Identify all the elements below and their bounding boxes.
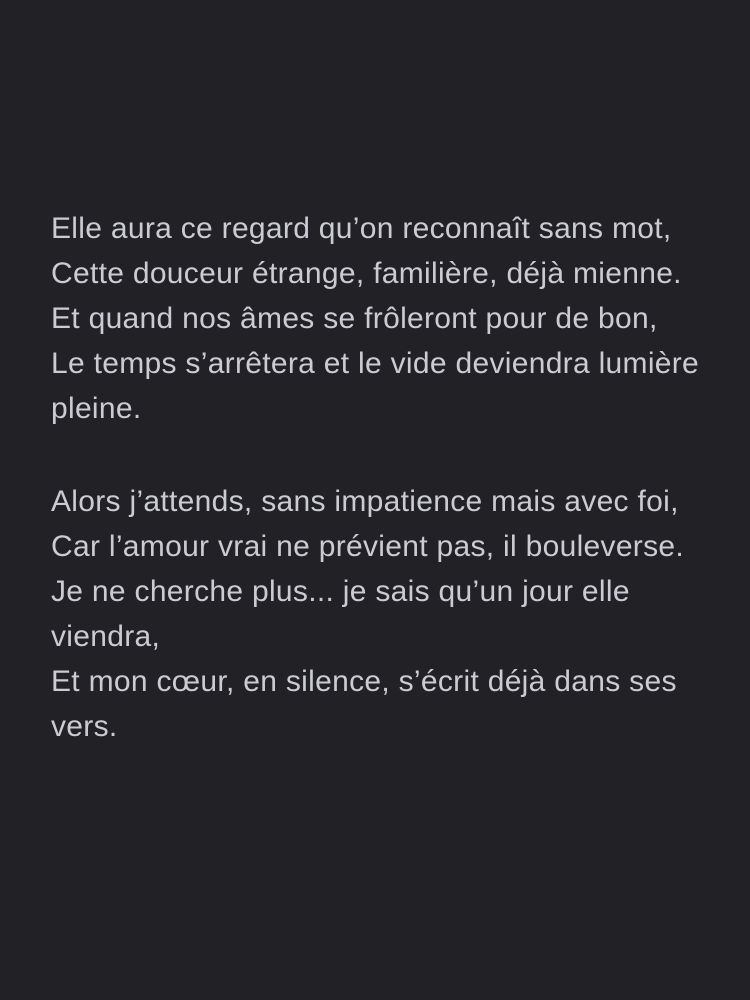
poem-line: viendra, [51,620,161,653]
poem-line: Et quand nos âmes se frôleront pour de bon, [51,302,658,335]
poem-line: Cette douceur étrange, familière, déjà mienne. [51,257,682,290]
poem-line: Elle aura ce regard qu’on reconnaît sans mot, [51,212,672,245]
poem-stanza-1 [51,206,710,431]
poem-line: Et mon cœur, en silence, s’écrit déjà dans ses [51,665,677,698]
poem-stanza-2 [51,479,710,749]
poem-line: pleine. [51,392,142,425]
poem-line: Le temps s’arrêtera et le vide deviendra lumière [51,347,700,380]
poem-line: Je ne cherche plus... je sais qu’un jour elle [51,575,630,608]
poem-line: vers. [51,710,118,743]
poem-line: Car l’amour vrai ne prévient pas, il bouleverse. [51,530,685,563]
poem-line: Alors j’attends, sans impatience mais avec foi, [51,485,679,518]
